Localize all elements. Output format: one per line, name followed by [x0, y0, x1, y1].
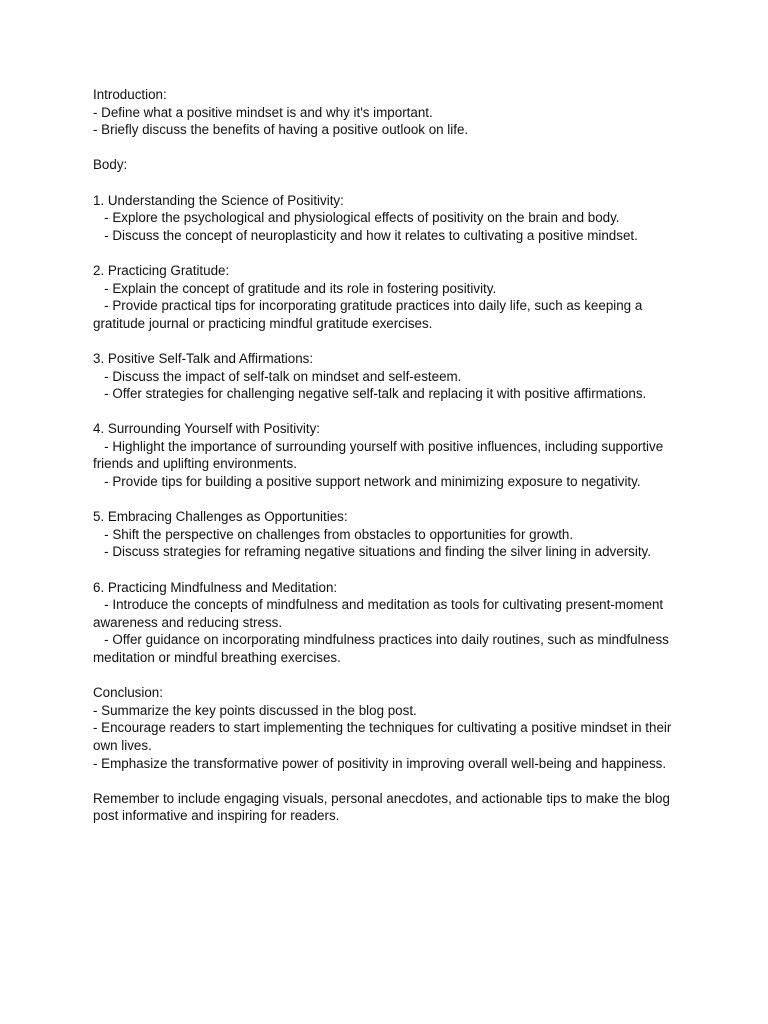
spacer: [93, 244, 693, 262]
section-item: - Explain the concept of gratitude and its role in fostering positivity.: [93, 280, 497, 296]
section-item: - Provide practical tips for incorporating gratitude practices into daily life, such as keeping a gratitude journal or practicing mindful gratitude exercises.: [93, 298, 647, 331]
conclusion-heading: Conclusion:: [93, 685, 163, 701]
spacer: [93, 332, 693, 350]
closing-note: Remember to include engaging visuals, personal anecdotes, and actionable tips to make the blog post informative and inspiring for readers.: [93, 790, 674, 824]
section-title: 5. Embracing Challenges as Opportunities:: [93, 509, 348, 525]
body-heading: Body:: [93, 157, 128, 173]
spacer: [93, 667, 693, 685]
section-item: - Shift the perspective on challenges from obstacles to opportunities for growth.: [93, 526, 574, 542]
section-title: 6. Practicing Mindfulness and Meditation:: [93, 579, 338, 595]
section-title: 1. Understanding the Science of Positivity:: [93, 192, 344, 208]
document-page: [93, 86, 693, 825]
section-item: - Offer strategies for challenging negative self-talk and replacing it with positive affirmations.: [93, 386, 647, 402]
conclusion-item: - Summarize the key points discussed in the blog post.: [93, 702, 417, 718]
intro-heading: Introduction:: [93, 87, 167, 102]
section-item: - Offer guidance on incorporating mindfulness practices into daily routines, such as mindfulness meditation or mindful breathing exercises.: [93, 632, 673, 665]
intro-item: - Briefly discuss the benefits of having a positive outlook on life.: [93, 122, 469, 138]
section-item: - Explore the psychological and physiological effects of positivity on the brain and body.: [93, 210, 620, 226]
section-item: - Introduce the concepts of mindfulness and meditation as tools for cultivating present-moment awareness and reducing stress.: [93, 597, 667, 630]
spacer: [93, 403, 693, 421]
spacer: [93, 139, 693, 157]
spacer: [93, 491, 693, 509]
section-item: - Highlight the importance of surrounding yourself with positive influences, including supportive friends and uplifting environments.: [93, 438, 667, 472]
section-title: 3. Positive Self-Talk and Affirmations:: [93, 350, 314, 366]
section-title: 2. Practicing Gratitude:: [93, 262, 230, 278]
intro-item: - Define what a positive mindset is and why it's important.: [93, 104, 433, 120]
spacer: [93, 174, 693, 192]
spacer: [93, 561, 693, 579]
section-title: 4. Surrounding Yourself with Positivity:: [93, 421, 321, 437]
conclusion-item: - Encourage readers to start implementing the techniques for cultivating a positive mindset in their own lives.: [93, 720, 676, 753]
section-item: - Provide tips for building a positive support network and minimizing exposure to negativity.: [93, 474, 641, 490]
section-item: - Discuss the impact of self-talk on mindset and self-esteem.: [93, 368, 462, 384]
section-item: - Discuss strategies for reframing negative situations and finding the silver lining in adversity.: [93, 544, 651, 560]
conclusion-item: - Emphasize the transformative power of positivity in improving overall well-being and happiness.: [93, 755, 667, 771]
spacer: [93, 772, 693, 790]
section-item: - Discuss the concept of neuroplasticity and how it relates to cultivating a positive mindset.: [93, 227, 638, 243]
